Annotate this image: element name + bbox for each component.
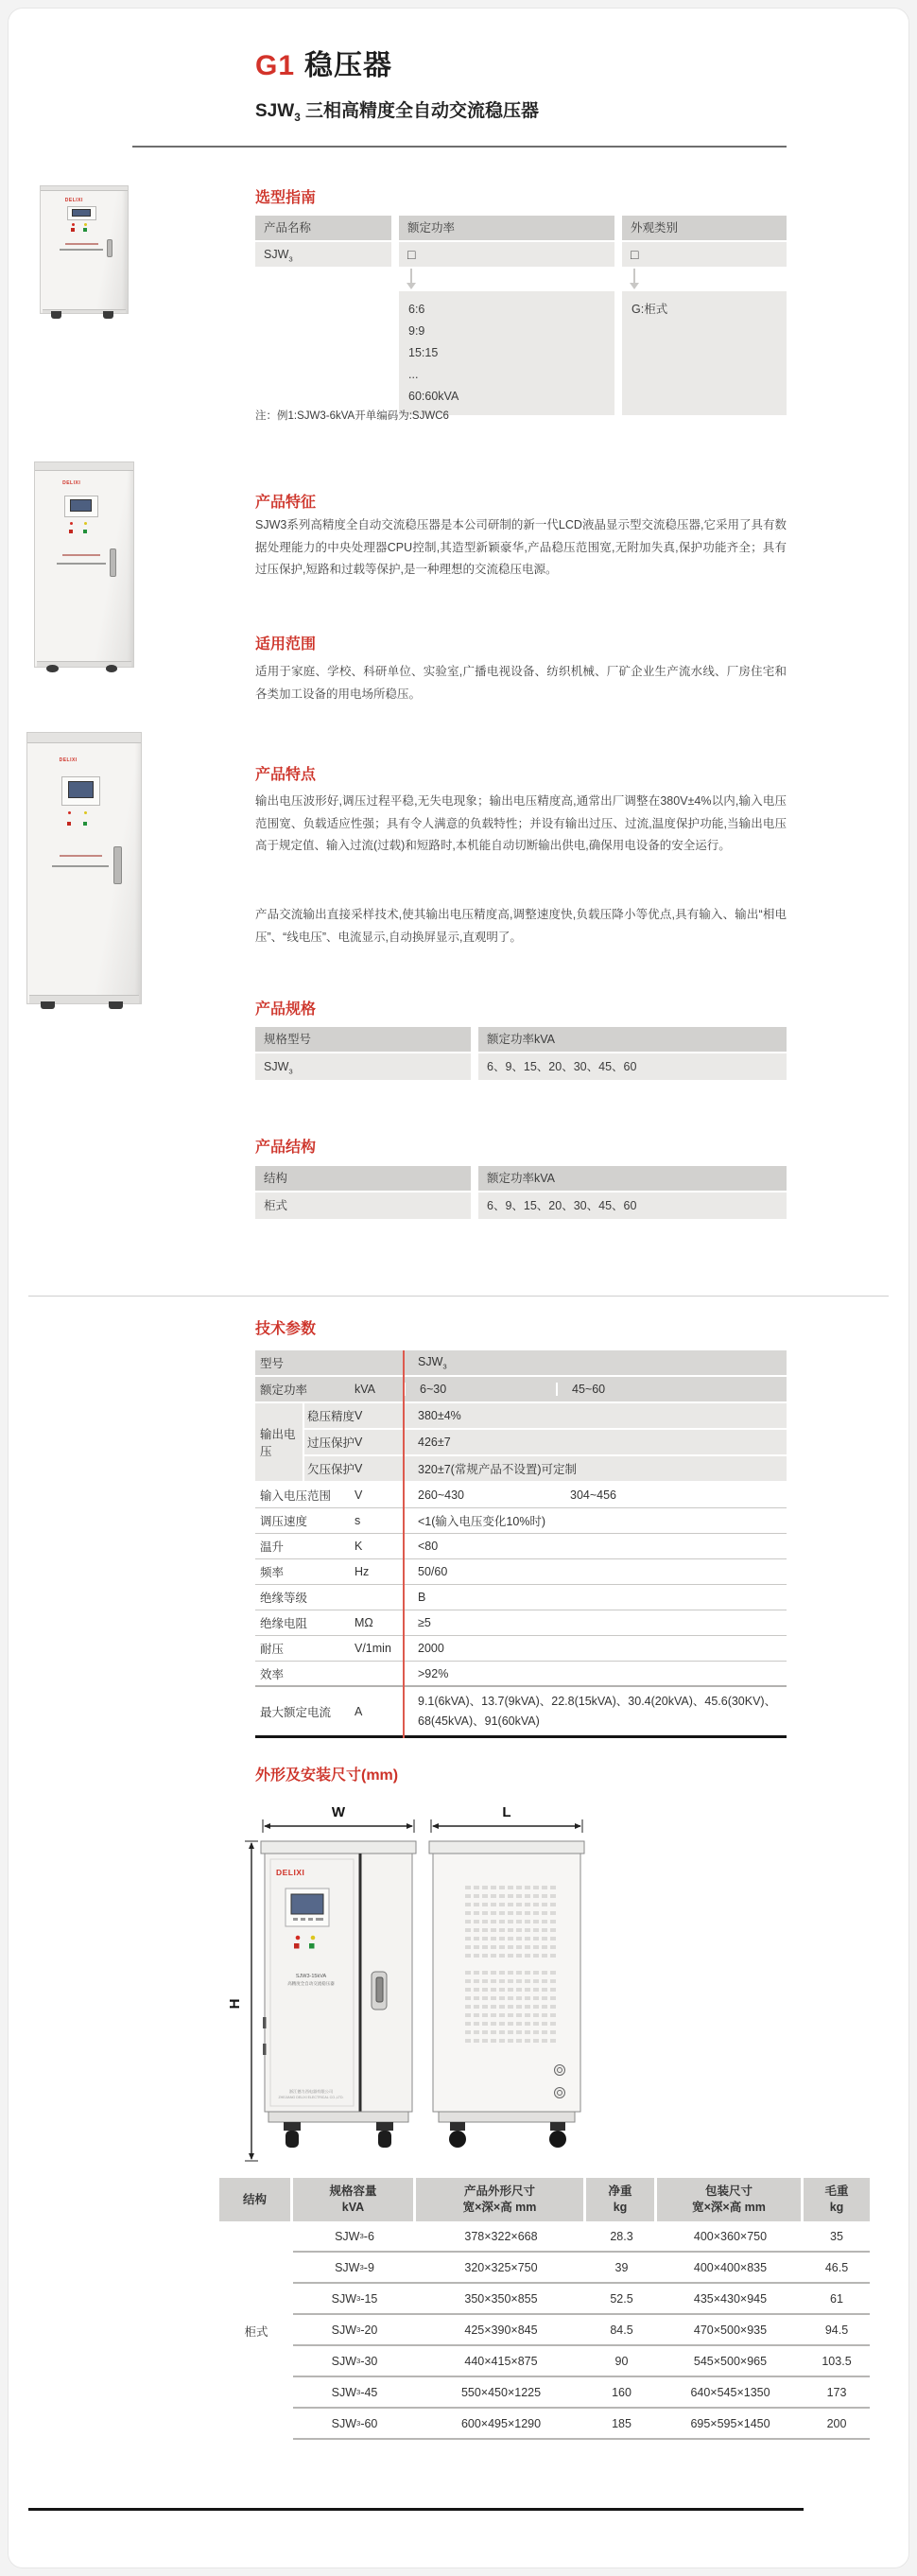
dimensions-table: 结构 规格容量 kVA 产品外形尺寸 宽×深×高 mm 净重 kg 包装尺寸 宽×深×高 mm 毛重 kg 柜式 SJW 3 -6 378×322×668 28.3 400×360×750 35 SJW 3 -9 320×325×750 39 400×400×835 46.5 SJW 3 -15 350×350×855 52.5 435×430×945 61 SJW 3 -20 425×390×845 84.5 470×500×935 94.5 SJW 3 -30 440×415×875 90 545×500×965 103.5 SJW 3 -45 550×450×1225 160 640×545×1350 173 SJW 3 -60 600×495×1290 185 695×595×1450 200	[219, 2178, 870, 2440]
tech-row-undervoltage: 欠压保护 V 320±7(常规产品不设置)可定制	[304, 1456, 787, 1481]
appearance-checkbox: □	[622, 242, 787, 267]
down-arrow-icon	[633, 269, 635, 283]
length-label: L	[502, 1804, 511, 1820]
section-title-spec: 产品规格	[255, 1001, 317, 1018]
tech-row-insulation-class: 绝缘等级 B	[255, 1585, 787, 1610]
panel-model-text: SJW3-15kVA	[295, 1974, 327, 1979]
door-handle	[110, 548, 116, 577]
footer-rule	[28, 2508, 804, 2511]
guide-col-product: 产品名称	[255, 216, 391, 240]
dims-structure-cell: 柜式	[219, 2221, 293, 2440]
section-title-dimensions: 外形及安装尺寸(mm)	[255, 1767, 399, 1784]
tech-row-model: 型号 $SJW_3$	[255, 1350, 787, 1375]
series-name: 稳压器	[304, 50, 393, 81]
model-cell: SJW 3 -30	[293, 2346, 416, 2377]
delixi-logo: DELIXI	[276, 1868, 305, 1877]
product-photo-small	[40, 185, 129, 314]
delixi-logo: DELIXI	[64, 198, 83, 204]
front-view	[261, 1841, 416, 2148]
section-title-scope: 适用范围	[255, 636, 317, 653]
green-indicator	[309, 1943, 315, 1949]
tech-group-output-voltage: 输出电压 稳压精度 V 380±4% 过压保护 V 426±7 欠压保护 V 320±7(常规产品不设置)可定制	[255, 1403, 787, 1481]
spec-model: $SJW_3$	[255, 1053, 471, 1080]
product-photo-large	[26, 732, 142, 1004]
delixi-logo: DELIXI	[62, 480, 81, 487]
power-options-box: 6:6 9:9 15:15 ... 60:60kVA	[399, 291, 614, 415]
door-handle	[113, 846, 121, 884]
tech-row-frequency: 频率 Hz 50/60	[255, 1559, 787, 1585]
series-code: G1	[255, 50, 296, 81]
guide-model-row	[255, 240, 787, 267]
width-label: W	[331, 1804, 346, 1820]
red-indicator	[294, 1943, 300, 1949]
company-en: ZHEJIANG DELIXI ELECTRICAL CO.,LTD.	[278, 2096, 344, 2099]
scope-text: 适用于家庭、学校、科研单位、实验室,广播电视设备、纺织机械、厂矿企业生产流水线、厂房住宅和各类加工设备的用电场所稳压。	[255, 665, 787, 701]
highlights-paragraph-1: 输出电压波形好,调压过程平稳,无失电现象；输出电压精度高,通常出厂调整在380V±4%以内,输入电压范围宽、负载适应性强；具有令人满意的负载特性；并设有输出过压、过流,温度保护功能,当输出电压高于规定值、输入过流(过载)和短路时,本机能自动切断输出供电,确保用电设备的安全运行。	[255, 794, 787, 852]
section-title-highlights: 产品特点	[255, 767, 317, 783]
tech-row-max-current: 最大额定电流 A 9.1(6kVA)、13.7(9kVA)、22.8(15kVA)、30.4(20kVA)、45.6(30KV)、68(45kVA)、91(60kVA)	[255, 1687, 787, 1738]
height-label: H	[227, 1998, 243, 2010]
company-cn: 浙江德力西电器有限公司	[288, 2089, 334, 2094]
tech-row-overvoltage: 过压保护 V 426±7	[304, 1430, 787, 1454]
model-cell: SJW 3 -20	[293, 2315, 416, 2346]
section-title-tech: 技术参数	[255, 1321, 317, 1337]
structure-table: 结构 额定功率kVA 柜式 6、9、15、20、30、45、60	[255, 1166, 787, 1219]
model-cell: SJW 3 -9	[293, 2253, 416, 2284]
header-divider	[132, 146, 787, 148]
power-checkbox: □	[399, 242, 614, 267]
page-title	[255, 42, 392, 83]
tech-row-speed: 调压速度 s <1(输入电压变化10%时)	[255, 1508, 787, 1534]
appearance-options-box: G:柜式	[622, 291, 787, 415]
yellow-led	[311, 1936, 316, 1941]
spec-table: 规格型号 额定功率kVA $SJW_3$ 6、9、15、20、30、45、60	[255, 1027, 787, 1080]
lcd-screen	[291, 1894, 323, 1914]
product-photo-medium	[34, 461, 134, 668]
vent-grille-bottom	[465, 1970, 556, 2047]
dims-col-gross-weight: 毛重 kg	[804, 2178, 870, 2221]
section-title-selection-guide: 选型指南	[255, 190, 317, 206]
model-cell: SJW 3 -45	[293, 2377, 416, 2409]
tech-row-insulation-resistance: 绝缘电阻 MΩ ≥5	[255, 1610, 787, 1636]
guide-product-name: $SJW_3$	[255, 242, 391, 267]
dimension-drawing	[227, 1790, 813, 2178]
tech-row-temp-rise: 温升 K <80	[255, 1534, 787, 1559]
model-cell: SJW 3 -6	[293, 2221, 416, 2253]
dims-col-outline: 产品外形尺寸 宽×深×高 mm	[416, 2178, 586, 2221]
tech-row-efficiency: 效率 >92%	[255, 1662, 787, 1687]
knob	[555, 2065, 565, 2076]
structure-values: 6、9、15、20、30、45、60	[478, 1192, 787, 1219]
down-arrow-icon	[410, 269, 412, 283]
tech-model-value: $SJW_3$	[418, 1354, 447, 1371]
delixi-logo: DELIXI	[59, 757, 78, 763]
tech-row-rated-power: 额定功率 kVA 6~30 45~60	[255, 1377, 787, 1401]
knob	[555, 2088, 565, 2098]
model-cell: SJW 3 -60	[293, 2409, 416, 2440]
dims-col-structure: 结构	[219, 2178, 293, 2221]
dims-col-packing: 包装尺寸 宽×深×高 mm	[657, 2178, 804, 2221]
mid-divider	[28, 1296, 889, 1297]
side-view	[429, 1841, 584, 2148]
selection-guide-table	[255, 216, 787, 415]
tech-row-input-range: 输入电压范围 V 260~430 304~456	[255, 1483, 787, 1508]
guide-col-power: 额定功率	[399, 216, 614, 240]
tech-row-accuracy: 稳压精度 V 380±4%	[304, 1403, 787, 1428]
highlights-paragraph-2: 产品交流输出直接采样技术,使其输出电压精度高,调整速度快,负载压降小等优点,具有输入、输出“相电压”、“线电压”、电流显示,自动换屏显示,直观明了。	[255, 908, 787, 944]
vent-grille-top	[465, 1885, 556, 1958]
tech-table	[255, 1350, 787, 1738]
tech-row-withstand-voltage: 耐压 V/1min 2000	[255, 1636, 787, 1662]
red-divider-line	[403, 1350, 405, 1738]
features-text: SJW3系列高精度全自动交流稳压器是本公司研制的新一代LCD液晶显示型交流稳压器,它采用了具有数据处理能力的中央处理器CPU控制,其造型新颖豪华,产品稳压范围宽,无附加失真,保护功能齐全；具有过压保护,短路和过载等保护,是一种理想的交流稳压电源。	[255, 518, 787, 576]
guide-header-row	[255, 216, 787, 240]
guide-arrows	[255, 267, 787, 291]
guide-col-appearance: 外观类别	[622, 216, 787, 240]
section-title-features: 产品特征	[255, 495, 317, 511]
section-title-structure: 产品结构	[255, 1140, 317, 1156]
ordering-note: 注：例1:SJW3-6kVA开单编码为:SJWC6	[255, 410, 449, 422]
dims-col-net-weight: 净重 kg	[586, 2178, 657, 2221]
page-subtitle: $SJW_3$ 三相高精度全自动交流稳压器	[255, 101, 540, 124]
door-handle	[107, 239, 112, 257]
red-led	[296, 1936, 301, 1941]
model-cell: SJW 3 -15	[293, 2284, 416, 2315]
structure-name: 柜式	[255, 1192, 471, 1219]
dims-col-capacity: 规格容量 kVA	[293, 2178, 416, 2221]
spec-values: 6、9、15、20、30、45、60	[478, 1053, 787, 1080]
panel-caption-text: 高精度全自动交流稳压器	[287, 1981, 335, 1986]
